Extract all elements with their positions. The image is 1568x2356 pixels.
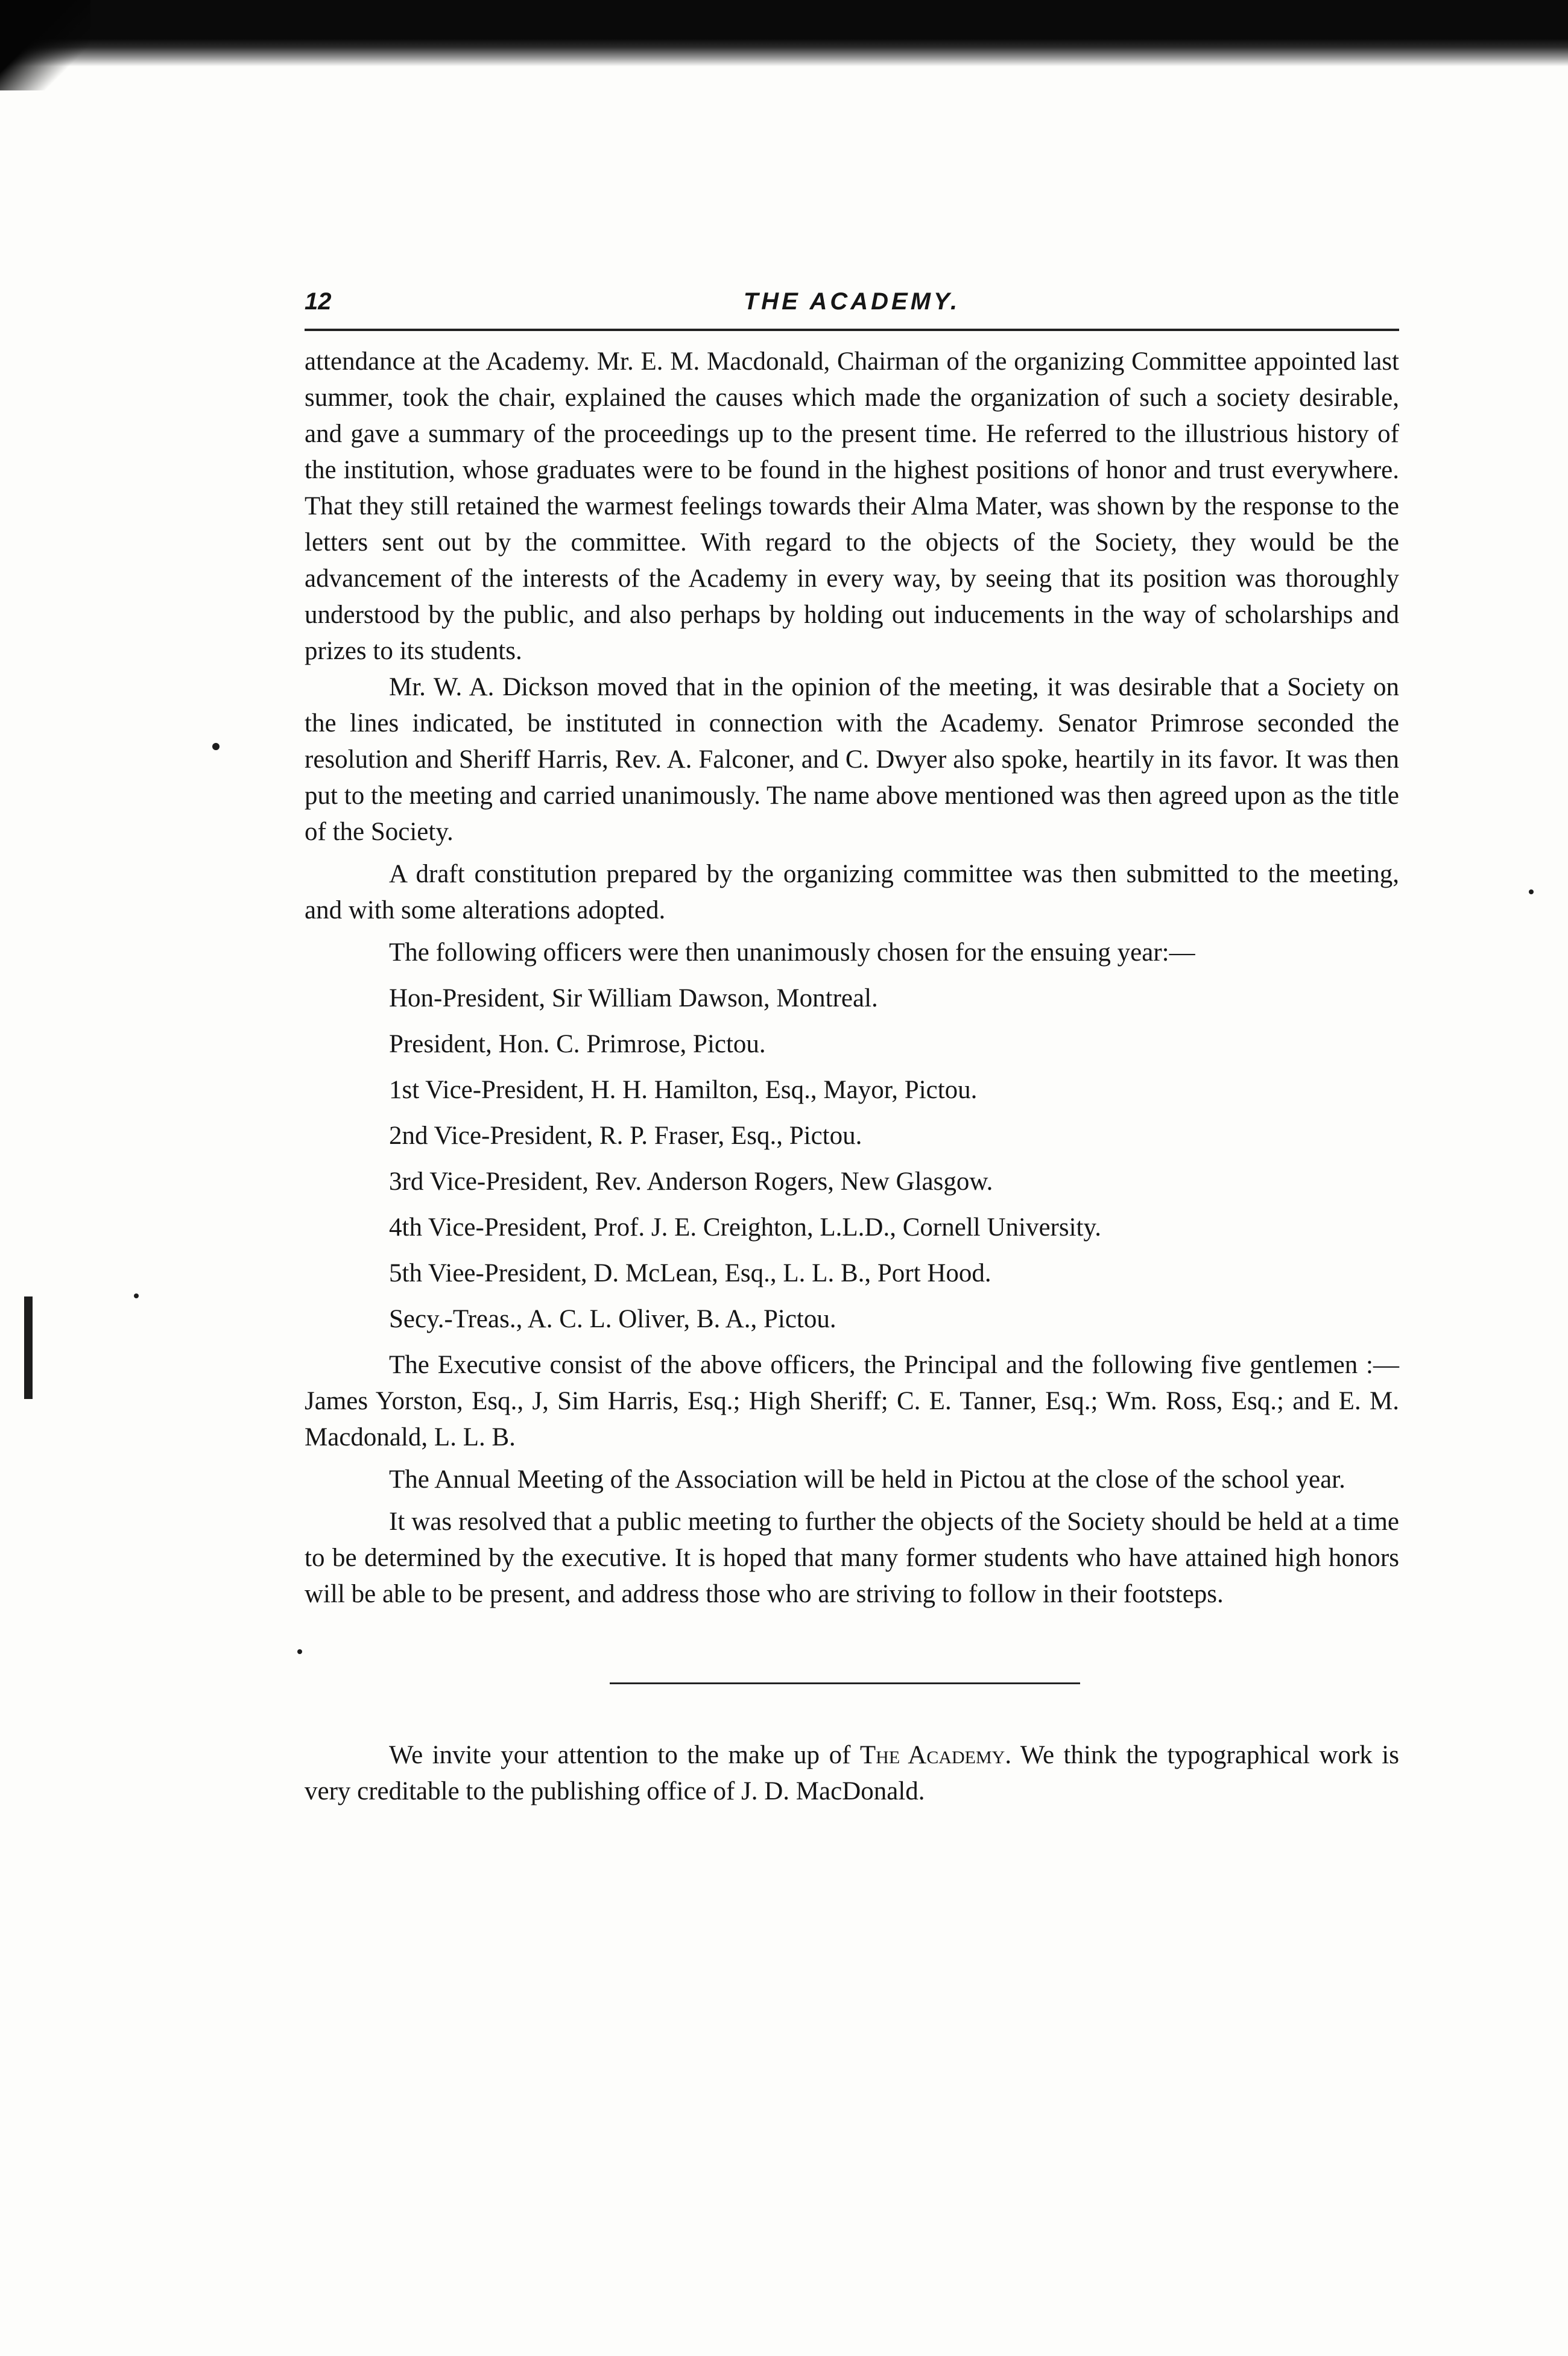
page-number: 12 <box>305 288 332 315</box>
note-text-before: We invite your attention to the make up of <box>389 1741 860 1769</box>
running-title: THE ACADEMY. <box>743 288 961 315</box>
ink-speck <box>1529 889 1534 894</box>
officer-4th-vice-president: 4th Vice-President, Prof. J. E. Creighton, L.L.D., Cornell University. <box>389 1213 1101 1242</box>
officer-secretary-treasurer: Secy.-Treas., A. C. L. Oliver, B. A., Pictou. <box>389 1305 836 1333</box>
scan-margin-mark <box>24 1296 33 1399</box>
officers-list <box>305 976 1399 1342</box>
paragraph-executive: The Executive consist of the above officers, the Principal and the following five gentlemen :—James Yorston, Esq., J, Sim Harris, Esq.; High Sheriff; C. E. Tanner, Esq.; Wm. Ross, Esq.; and E. M. Macdonald, L. L. B. <box>305 1351 1399 1451</box>
running-head <box>305 288 1399 324</box>
header-rule <box>305 329 1399 331</box>
ink-speck <box>212 743 220 750</box>
officer-2nd-vice-president: 2nd Vice-President, R. P. Fraser, Esq., Pictou. <box>389 1122 862 1150</box>
ink-speck <box>297 1649 302 1654</box>
paragraph-dickson-motion: Mr. W. A. Dickson moved that in the opinion of the meeting, it was desirable that a Society on the lines indicated, be instituted in connection with the Academy. Senator Primrose seconded the resolution and Sheriff Harris, Rev. A. Falconer, and C. Dwyer also spoke, heartily in its favor. It was then put to the meeting and carried unanimously. The name above mentioned was then agreed upon as the title of the Society. <box>305 673 1399 846</box>
scan-border-top <box>0 0 1568 66</box>
ink-speck <box>134 1293 139 1298</box>
paragraph-annual-meeting: The Annual Meeting of the Association will be held in Pictou at the close of the school year. <box>389 1465 1345 1494</box>
paragraph-public-meeting: It was resolved that a public meeting to further the objects of the Society should be held at a time to be determined by the executive. It is hoped that many former students who have attained high honors will be able to be present, and address those who are striving to follow in their footsteps. <box>305 1508 1399 1608</box>
officer-president: President, Hon. C. Primrose, Pictou. <box>389 1030 766 1058</box>
paragraph-officers-intro: The following officers were then unanimously chosen for the ensuing year:— <box>389 938 1195 967</box>
officer-3rd-vice-president: 3rd Vice-President, Rev. Anderson Rogers, New Glasgow. <box>389 1167 993 1196</box>
article-body <box>305 344 1399 1810</box>
paragraph-meeting-summary: attendance at the Academy. Mr. E. M. Macdonald, Chairman of the organizing Committee appointed last summer, took the chair, explained the causes which made the organization of such a society desirable, and gave a summary of the proceedings up to the present time. He referred to the illustrious history of the institution, whose graduates were to be found in the highest positions of honor and trust everywhere. That they still retained the warmest feelings towards their Alma Mater, was shown by the response to the letters sent out by the committee. With regard to the objects of the Society, they would be the advancement of the interests of the Academy in every way, by seeing that its position was thoroughly understood by the public, and also perhaps by holding out inducements in the way of scholarships and prizes to its students. <box>305 347 1399 665</box>
scan-corner-shadow <box>0 0 90 90</box>
publication-name: The Academy <box>859 1741 1005 1769</box>
officer-5th-vice-president: 5th Viee-President, D. McLean, Esq., L. L. B., Port Hood. <box>389 1259 991 1287</box>
paragraph-typography-note <box>305 1737 1399 1810</box>
officer-1st-vice-president: 1st Vice-President, H. H. Hamilton, Esq., Mayor, Pictou. <box>389 1076 978 1104</box>
paragraph-draft-constitution: A draft constitution prepared by the organizing committee was then submitted to the meeting, and with some alterations adopted. <box>305 860 1399 924</box>
section-divider-rule <box>610 1682 1080 1684</box>
note-text-after: . We think the typographical work is very creditable to the publishing office of J. D. MacDonald. <box>305 1741 1399 1805</box>
officer-hon-president: Hon-President, Sir William Dawson, Montreal. <box>389 984 878 1012</box>
